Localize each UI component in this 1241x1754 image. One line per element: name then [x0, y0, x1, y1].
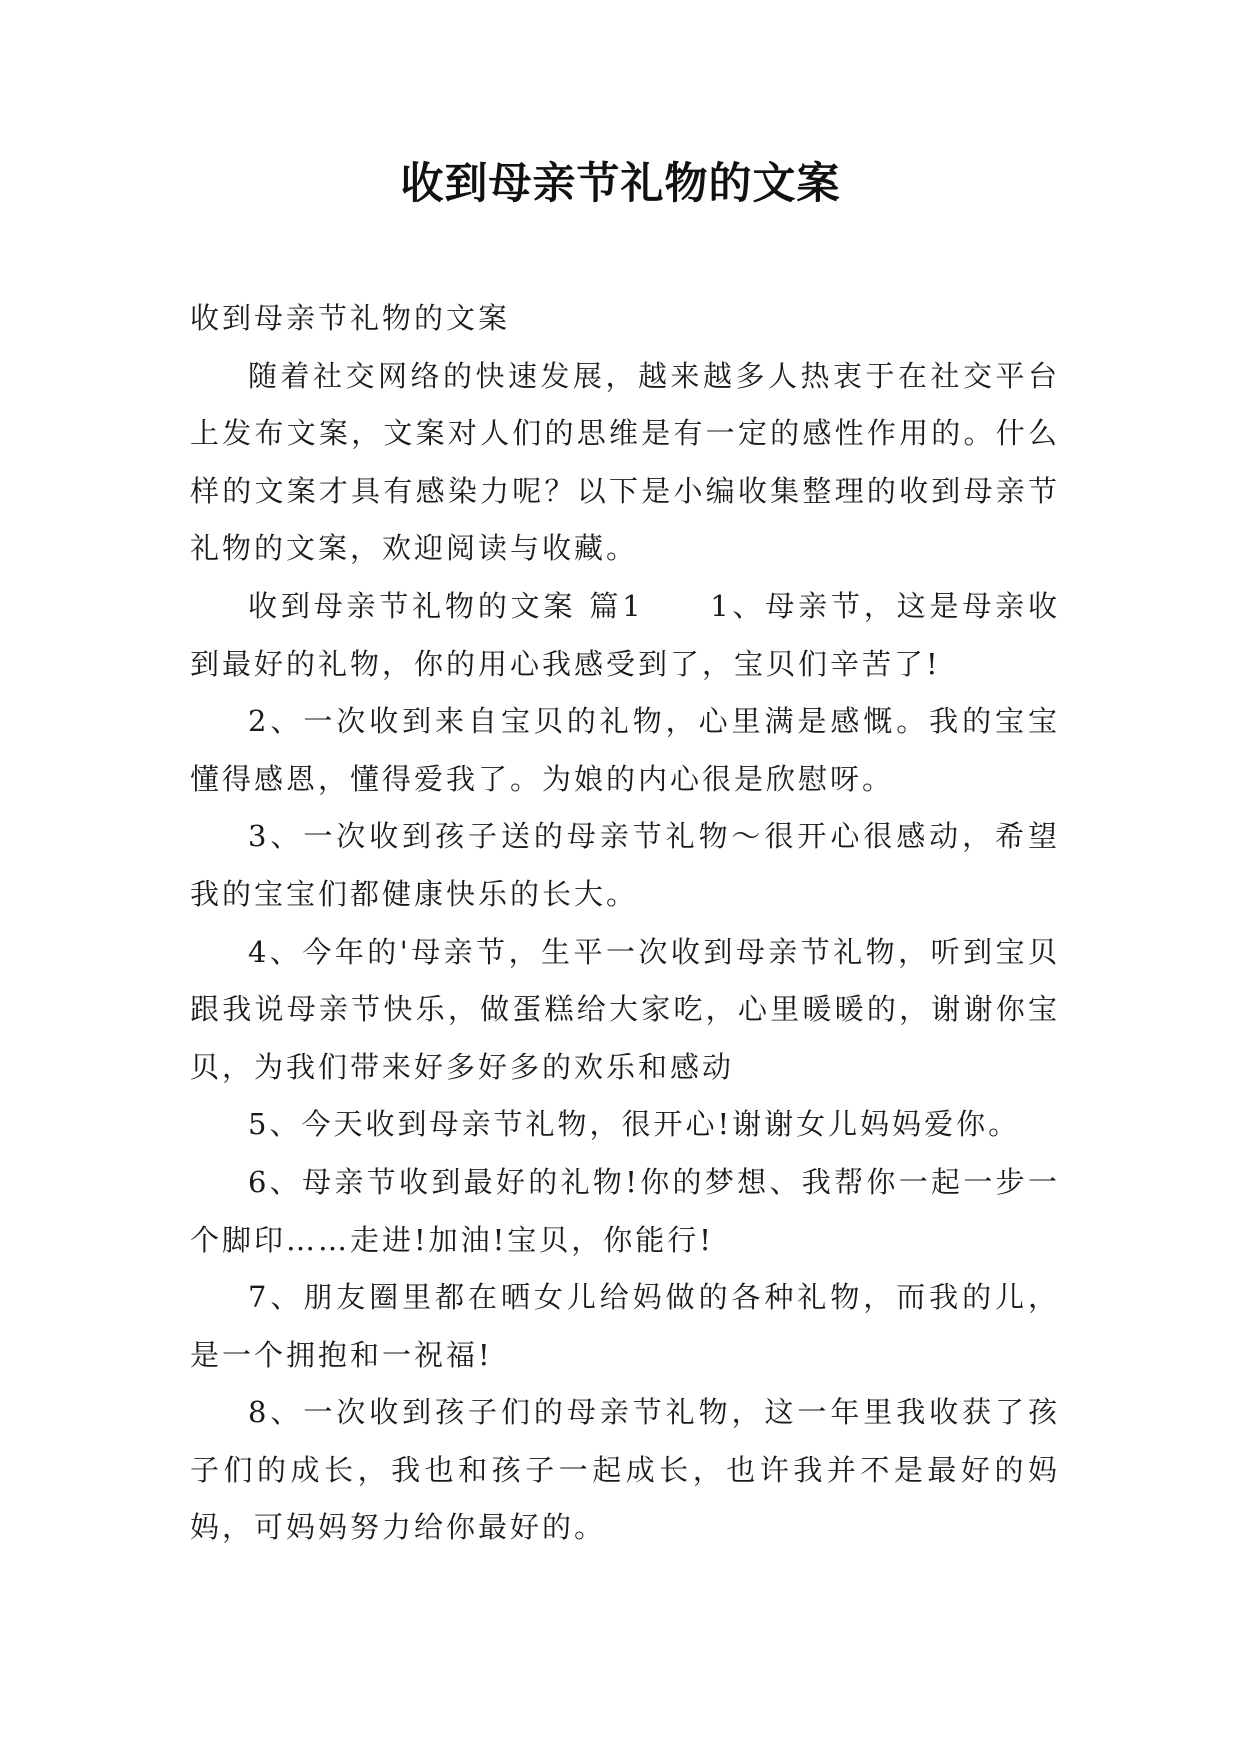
paragraph-8: 8、一次收到孩子们的母亲节礼物，这一年里我收获了孩子们的成长，我也和孩子一起成长，也许我并不是最好的妈妈，可妈妈努力给你最好的。 — [190, 1395, 1060, 1545]
document-subtitle: 收到母亲节礼物的文案 — [190, 301, 511, 335]
paragraph-5: 5、今天收到母亲节礼物，很开心!谢谢女儿妈妈爱你。 — [248, 1107, 1021, 1142]
paragraph-6: 6、母亲节收到最好的礼物!你的梦想、我帮你一起一步一个脚印……走进!加油!宝贝，你能行! — [190, 1164, 1060, 1257]
document-body — [190, 290, 1060, 1557]
paragraph-3: 3、一次收到孩子送的母亲节礼物～很开心很感动，希望我的宝宝们都健康快乐的长大。 — [190, 819, 1060, 911]
paragraph-7: 7、朋友圈里都在晒女儿给妈做的各种礼物，而我的儿，是一个拥抱和一祝福! — [190, 1280, 1060, 1372]
intro-paragraph: 随着社交网络的快速发展，越来越多人热衷于在社交平台上发布文案，文案对人们的思维是有一定的感性作用的。什么样的文案才具有感染力呢？以下是小编收集整理的收到母亲节礼物的文案，欢迎阅读与收藏。 — [190, 358, 1060, 566]
paragraph-2: 2、一次收到来自宝贝的礼物，心里满是感慨。我的宝宝懂得感恩，懂得爱我了。为娘的内心很是欣慰呀。 — [190, 704, 1060, 796]
paragraph-4: 4、今年的'母亲节，生平一次收到母亲节礼物，听到宝贝跟我说母亲节快乐，做蛋糕给大家吃，心里暖暖的，谢谢你宝贝，为我们带来好多好多的欢乐和感动 — [190, 934, 1060, 1084]
document-title: 收到母亲节礼物的文案 — [400, 159, 841, 209]
paragraph-1: 收到母亲节礼物的文案 篇1 1、母亲节，这是母亲收到最好的礼物，你的用心我感受到了，宝贝们辛苦了! — [190, 588, 1060, 681]
